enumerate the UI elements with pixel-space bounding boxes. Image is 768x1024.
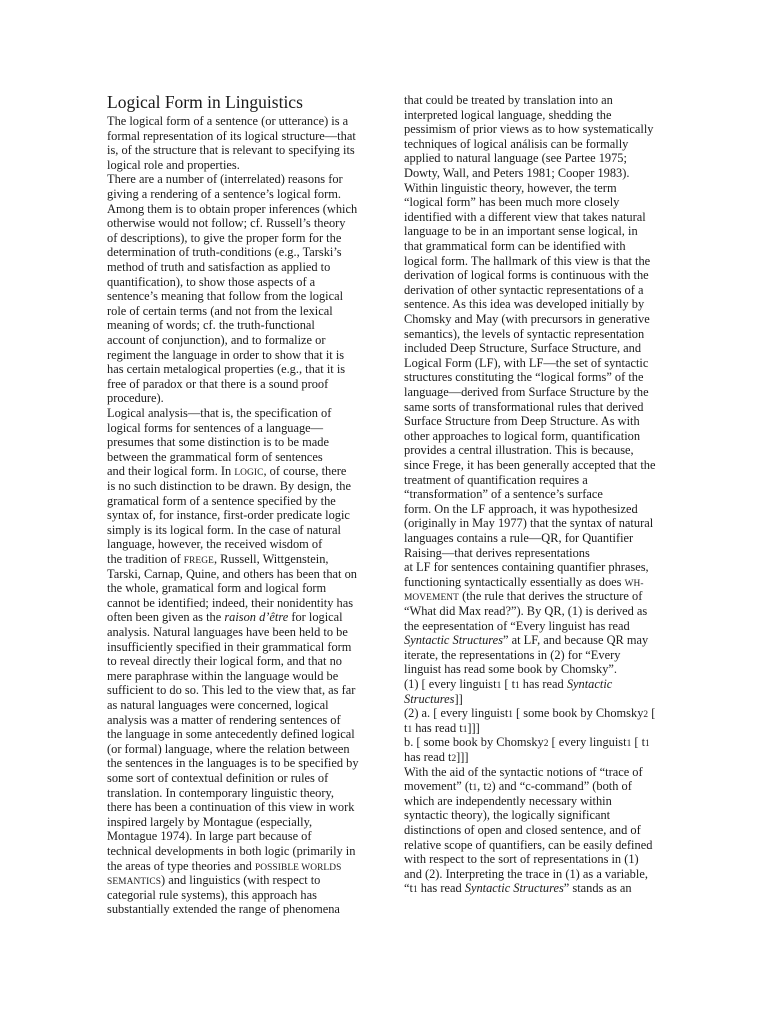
text-line: provides a central illustration. This is because, bbox=[404, 443, 634, 458]
text-line: translation. In contemporary linguistic theory, bbox=[107, 785, 334, 800]
text-line: analysis. Natural languages have been held to be bbox=[107, 625, 348, 639]
text-line: between the grammatical form of sentences bbox=[107, 449, 323, 464]
text-line: structures constituting the “logical forms” of the bbox=[404, 370, 644, 385]
text-line: techniques of logical análisis can be formally bbox=[404, 136, 629, 151]
text-line: identified with a different view that takes natural bbox=[404, 209, 646, 224]
text-line: Structures]] bbox=[404, 691, 463, 706]
text-line: and (2). Interpreting the trace in (1) as a variable, bbox=[404, 866, 648, 881]
text-line: language to be in an important sense logical, in bbox=[404, 224, 638, 239]
text-line: gramatical form of a sentence specified by the bbox=[107, 493, 336, 508]
text-line: regiment the language in order to show that it is bbox=[107, 347, 345, 362]
text-line: distinctions of open and closed sentence, and of bbox=[404, 823, 641, 837]
text-line: Logical Form (LF), with LF—the set of syntactic bbox=[404, 355, 649, 370]
text-line: Among them is to obtain proper inferences (which bbox=[107, 201, 358, 216]
text-line: Tarski, Carnap, Quine, and others has been that on bbox=[107, 566, 357, 581]
text-line: which are independently necessary within bbox=[404, 793, 612, 808]
text-line: the sentences in the languages is to be specified by bbox=[107, 756, 359, 771]
text-line: determination of truth-conditions (e.g., Tarski’s bbox=[107, 245, 342, 260]
text-line: derivation of logical forms is continuous with the bbox=[404, 268, 649, 283]
text-line: that grammatical form can be identified with bbox=[404, 239, 626, 253]
text-line: quantification), to show those aspects of a bbox=[107, 274, 316, 289]
text-line: same sorts of transformational rules that derived bbox=[404, 399, 644, 414]
text-line: applied to natural language (see Partee 1975; bbox=[404, 151, 627, 166]
text-line: sufficient to do so. This led to the view that, as far bbox=[107, 683, 356, 698]
text-line: iterate, the representations in (2) for “Every bbox=[404, 647, 621, 662]
text-line: presumes that some distinction is to be made bbox=[107, 435, 329, 450]
text-line: meaning of words; cf. the truth-functional bbox=[107, 318, 315, 333]
text-line: language, however, the received wisdom of bbox=[107, 537, 323, 552]
text-line: has certain metalogical properties (e.g., that it is bbox=[107, 362, 346, 377]
text-line: otherwise would not follow; cf. Russell’s theory bbox=[107, 216, 346, 231]
text-line: semantics), the levels of syntactic representation bbox=[404, 326, 645, 341]
text-line: is, of the structure that is relevant to specifying its bbox=[107, 143, 355, 158]
text-line: insufficiently specified in their grammatical form bbox=[107, 639, 352, 654]
text-line: Logical analysis—that is, the specification of bbox=[107, 406, 332, 420]
text-line: sentence’s meaning that follow from the logical bbox=[107, 289, 344, 304]
text-line: there has been a continuation of this view in work bbox=[107, 800, 355, 815]
text-line: movement” (t1, t2) and “c-command” (both of bbox=[404, 779, 632, 794]
text-line: the language in some antecedently defined logical bbox=[107, 727, 355, 742]
text-line: “logical form” has been much more closely bbox=[404, 195, 620, 210]
text-line: formal representation of its logical structure—that bbox=[107, 128, 356, 143]
text-line: Chomsky and May (with precursors in generative bbox=[404, 312, 650, 326]
text-line: technical developments in both logic (primarily in bbox=[107, 844, 356, 858]
text-line: Within linguistic theory, however, the term bbox=[404, 180, 617, 195]
text-line: logical form. The hallmark of this view is that the bbox=[404, 253, 651, 268]
text-line: substantially extended the range of phenomena bbox=[107, 902, 340, 917]
text-line: categorial rule systems), this approach has bbox=[107, 887, 317, 902]
text-line: giving a rendering of a sentence’s logical form. bbox=[107, 187, 341, 201]
text-line: t1 has read t1]]] bbox=[404, 720, 480, 735]
text-line: syntactic theory), the logically significant bbox=[404, 808, 611, 823]
text-line: the areas of type theories and POSSIBLE WORLDS bbox=[107, 858, 342, 873]
text-line: the eepresentation of “Every linguist has read bbox=[404, 618, 630, 633]
text-line: the tradition of FREGE, Russell, Wittgenstein, bbox=[107, 552, 329, 566]
text-line: Dowty, Wall, and Peters 1981; Cooper 1983). bbox=[404, 166, 630, 180]
text-line: “What did Max read?”). By QR, (1) is derived as bbox=[404, 604, 648, 618]
text-line: functioning syntactically essentially as does WH- bbox=[404, 574, 644, 589]
text-line: as natural languages were concerned, logical bbox=[107, 698, 329, 712]
text-line: often been given as the raison d’être for logical bbox=[107, 610, 343, 625]
text-line: cannot be identified; indeed, their nonidentity has bbox=[107, 595, 354, 610]
text-line: simply is its logical form. In the case of natural bbox=[107, 522, 341, 537]
text-line: method of truth and satisfaction as applied to bbox=[107, 260, 331, 274]
text-line: with respect to the sort of representations in (1) bbox=[404, 852, 639, 867]
document-title: Logical Form in Linguistics bbox=[107, 92, 303, 112]
text-line: “t1 has read Syntactic Structures” stands as an bbox=[404, 881, 632, 896]
text-line: b. [ some book by Chomsky2 [ every linguist1 [ t1 bbox=[404, 735, 650, 750]
text-line: Surface Structure from Deep Structure. As with bbox=[404, 414, 640, 429]
text-line: MOVEMENT (the rule that derives the structure of bbox=[404, 589, 643, 604]
text-line: treatment of quantification requires a bbox=[404, 472, 588, 487]
text-line: is no such distinction to be drawn. By design, the bbox=[107, 479, 352, 493]
text-line: logical role and properties. bbox=[107, 157, 240, 172]
text-line: form. On the LF approach, it was hypothesized bbox=[404, 501, 638, 516]
text-line: some sort of contextual definition or rules of bbox=[107, 771, 329, 785]
text-line: languages contains a rule—QR, for Quantifier bbox=[404, 531, 634, 545]
text-line: SEMANTICS) and linguistics (with respect to bbox=[107, 873, 321, 888]
text-line: the whole, gramatical form and logical form bbox=[107, 581, 327, 596]
text-line: inspired largely by Montague (especially, bbox=[107, 814, 313, 829]
text-line: included Deep Structure, Surface Structure, and bbox=[404, 341, 642, 356]
text-line: interpreted logical language, shedding the bbox=[404, 107, 612, 122]
text-line: Raising—that derives representations bbox=[404, 545, 590, 560]
text-line: pessimism of prior views as to how systematically bbox=[404, 122, 654, 137]
text-line: sentence. As this idea was developed initially by bbox=[404, 297, 645, 312]
text-line: language—derived from Surface Structure by the bbox=[404, 385, 649, 399]
text-line: relative scope of quantifiers, can be easily defined bbox=[404, 837, 653, 852]
text-line: analysis was a matter of rendering sentences of bbox=[107, 712, 341, 727]
text-line: Montague 1974). In large part because of bbox=[107, 829, 312, 844]
text-line: mere paraphrase within the language would be bbox=[107, 668, 339, 683]
text-line: role of certain terms (and not from the lexical bbox=[107, 303, 333, 318]
text-line: that could be treated by translation into an bbox=[404, 93, 613, 107]
text-line: (1) [ every linguist1 [ t1 has read Syntactic bbox=[404, 677, 613, 691]
text-line: of descriptions), to give the proper form for the bbox=[107, 230, 342, 245]
text-line: syntax of, for instance, first-order predicate logic bbox=[107, 508, 350, 523]
text-line: other approaches to logical form, quantification bbox=[404, 428, 641, 443]
text-line: With the aid of the syntactic notions of “trace of bbox=[404, 764, 643, 779]
text-line: procedure). bbox=[107, 391, 164, 406]
text-line: The logical form of a sentence (or utterance) is a bbox=[107, 114, 349, 128]
text-line: to reveal directly their logical form, and that no bbox=[107, 654, 342, 669]
text-line: (2) a. [ every linguist1 [ some book by Chomsky2 [ bbox=[404, 706, 656, 721]
text-line: logical forms for sentences of a language— bbox=[107, 420, 324, 435]
text-line: derivation of other syntactic representations of a bbox=[404, 282, 644, 297]
text-line: linguist has read some book by Chomsky”. bbox=[404, 662, 618, 677]
text-line: since Frege, it has been generally accepted that the bbox=[404, 458, 656, 472]
text-line: at LF for sentences containing quantifier phrases, bbox=[404, 560, 649, 575]
text-line: (or formal) language, where the relation between bbox=[107, 741, 350, 756]
text-line: free of paradox or that there is a sound proof bbox=[107, 376, 329, 391]
text-line: (originally in May 1977) that the syntax of natural bbox=[404, 516, 654, 531]
text-line: There are a number of (interrelated) reasons for bbox=[107, 172, 343, 187]
text-line: “transformation” of a sentence’s surface bbox=[404, 487, 603, 502]
text-line: Syntactic Structures” at LF, and because QR may bbox=[404, 633, 649, 648]
text-line: and their logical form. In LOGIC, of course, there bbox=[107, 464, 347, 479]
text-line: account of conjunction), and to formalize or bbox=[107, 333, 326, 347]
text-line: has read t2]]] bbox=[404, 750, 469, 764]
